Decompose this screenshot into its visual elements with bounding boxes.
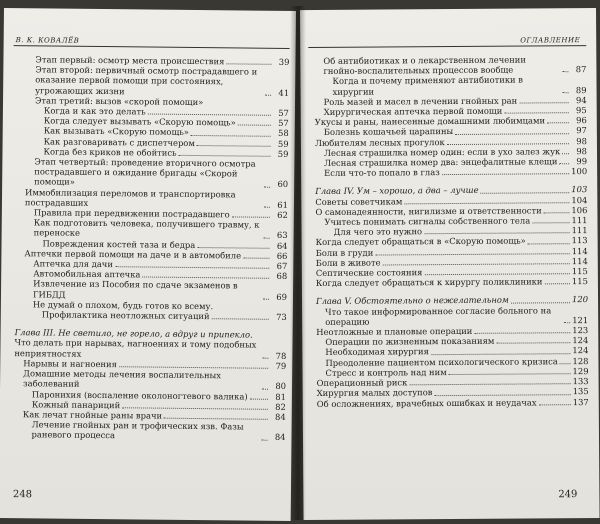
toc-entry-title: Как вызывать «Скорую помощь» xyxy=(43,125,190,138)
toc-entry-page: 59 xyxy=(277,138,289,149)
toc-entry-title: Этап третий: вызов «скорой помощи» xyxy=(34,95,204,107)
dot-leader xyxy=(197,145,271,147)
toc-entry-title: Боли в животе xyxy=(315,257,381,268)
toc-entry-title: Когда без криков не обойтись xyxy=(43,146,177,158)
toc-entry-title: Об антибиотиках и о лекарственном лечении гнойно-воспалительных процессов вообще xyxy=(323,54,526,77)
toc-entry-page: 133 xyxy=(572,376,589,387)
dot-leader xyxy=(442,174,569,176)
toc-right xyxy=(314,54,588,409)
toc-entry-title: Как разговаривать с диспетчером xyxy=(43,136,195,148)
dot-leader xyxy=(261,439,267,440)
toc-entry-page: 113 xyxy=(571,235,588,246)
toc-entry xyxy=(14,338,286,361)
toc-entry xyxy=(17,64,289,97)
toc-entry-title: Этап четвертый: проведение вторичного осмотра пострадавшего и ожидание бригады «Скорой помощи» xyxy=(34,156,256,188)
toc-entry-page: 57 xyxy=(278,118,289,129)
toc-entry-title: Роль мазей и масел в лечении гнойных ран xyxy=(323,95,518,107)
toc-entry-page: 89 xyxy=(575,84,587,95)
dot-leader xyxy=(226,64,271,65)
toc-entry-page: 41 xyxy=(278,87,290,98)
dot-leader xyxy=(409,383,570,385)
toc-entry-page: 124 xyxy=(572,345,589,356)
toc-entry-page: 39 xyxy=(278,56,290,67)
toc-entry xyxy=(314,54,586,76)
toc-entry-page: 69 xyxy=(276,291,288,302)
toc-entry-title: Укусы и раны, нанесенные домашними любимцами xyxy=(314,115,546,128)
toc-entry-page: 84 xyxy=(274,432,286,443)
toc-entry-title: Аптечка для дачи xyxy=(33,258,114,270)
toc-entry-page: 63 xyxy=(276,230,288,241)
dot-leader xyxy=(431,353,570,355)
left-page xyxy=(0,8,296,521)
toc-entry-title: Когда и почему применяют антибиотики в хирургии xyxy=(332,74,524,97)
dot-leader xyxy=(562,72,568,73)
toc-entry-title: Этап второй: первичный осмотр пострадавшего и оказание первой помощи при состояниях, угрожающих жизни xyxy=(35,64,258,96)
toc-entry xyxy=(14,368,286,391)
toc-entry-title: Кожный панариций xyxy=(31,399,121,410)
dot-leader xyxy=(455,133,569,135)
toc-entry-title: Как подготовить человека, получившего травму, к переноске xyxy=(33,217,260,239)
toc-entry-title: Операции по жизненным показаниям xyxy=(325,335,495,348)
toc-entry-page: 120 xyxy=(572,294,589,305)
toc-entry-page: 128 xyxy=(572,355,589,366)
toc-entry-title: Необходимая хирургия xyxy=(325,346,429,358)
toc-entry-page: 98 xyxy=(576,145,588,156)
dot-leader xyxy=(560,363,571,364)
dot-leader xyxy=(504,112,568,113)
dot-leader xyxy=(191,135,271,137)
toc-entry-page: 68 xyxy=(276,271,288,282)
toc-entry-title: Операционный риск xyxy=(316,377,408,389)
toc-entry-title: Как лечат гнойные раны врачи xyxy=(22,409,163,421)
dot-leader xyxy=(179,155,271,157)
dot-leader xyxy=(544,284,569,285)
toc-entry-title: Неотложные и плановые операции xyxy=(316,325,473,338)
toc-entry xyxy=(16,217,288,240)
toc-entry-page: 137 xyxy=(572,396,589,407)
toc-entry-title: Лесная страшилка номер один: если в ухо залез жук xyxy=(323,146,561,158)
toc-entry-title: Лечение гнойных ран и трофических язв. Фазы раневого процесса xyxy=(31,419,244,441)
dot-leader xyxy=(142,277,269,279)
dot-leader xyxy=(115,266,269,269)
toc-entry-page: 95 xyxy=(576,105,587,116)
toc-entry xyxy=(317,397,589,409)
toc-entry-title: Правила при передвижении пострадавшего xyxy=(33,207,230,220)
toc-entry-page: 73 xyxy=(276,311,287,323)
dot-leader xyxy=(424,273,569,275)
dot-leader xyxy=(562,153,569,154)
dot-leader xyxy=(519,102,568,103)
dot-leader xyxy=(197,247,269,249)
chapter-label: Глава III. xyxy=(14,327,56,338)
toc-entry-title: Домашние методы лечения воспалительных заболеваний xyxy=(23,368,222,390)
toc-entry-page: 100 xyxy=(571,166,588,177)
toc-entry-title: Если что-то попало в глаз xyxy=(324,167,440,179)
dot-leader xyxy=(264,207,270,208)
toc-entry-title: Повреждения костей таза и бедра xyxy=(42,238,196,250)
toc-entry-title: Стресс и контроль над ним xyxy=(325,366,447,378)
dot-leader xyxy=(559,163,569,164)
toc-entry-page: 114 xyxy=(571,255,588,267)
toc-entry-title: Советы советчикам xyxy=(315,195,403,207)
book-gutter xyxy=(290,6,306,520)
dot-leader xyxy=(563,92,569,93)
running-head-left: В. К. КОВАЛЁВ xyxy=(15,36,80,45)
toc-entry-title: Аптечки первой помощи на даче и в автомобиле xyxy=(24,248,242,261)
toc-entry-title: Что такое информированное согласие больного на операцию xyxy=(325,304,552,327)
toc-entry xyxy=(316,305,588,327)
toc-entry-title: Любителям лесных прогулок xyxy=(314,136,445,148)
toc-entry-page: 124 xyxy=(572,335,589,346)
toc-entry-page: 103 xyxy=(571,184,588,195)
toc-entry xyxy=(315,166,587,178)
dot-leader xyxy=(232,217,270,218)
toc-entry-title: Не светило, не горело, а вдруг и припекло. xyxy=(58,327,253,340)
toc-entry-page: 135 xyxy=(572,386,589,397)
toc-entry-page: 111 xyxy=(571,215,588,226)
toc-left xyxy=(13,54,289,442)
toc-entry-title: Болезнь кошачьей царапины xyxy=(323,126,454,138)
toc-entry-title: Когда следует обращаться в «Скорую помощь» xyxy=(315,235,526,248)
toc-entry-title: Хирургическая аптечка первой помощи xyxy=(323,105,503,117)
toc-entry-page: 114 xyxy=(571,245,588,256)
toc-entry-title: Не думай о плохом, будь готов ко всему. xyxy=(32,299,214,312)
toc-entry xyxy=(16,156,288,189)
right-page xyxy=(300,8,600,520)
dot-leader xyxy=(264,186,270,187)
toc-entry-page: 60 xyxy=(277,179,289,190)
dot-leader xyxy=(424,233,569,235)
header-rule-left xyxy=(14,45,290,49)
toc-entry-page: 106 xyxy=(571,204,588,216)
toc-entry-title: Когда следует вызывать «Скорую помощь» xyxy=(43,115,236,128)
toc-entry-title: Когда и как это делать xyxy=(43,105,146,117)
dot-leader xyxy=(404,202,569,204)
dot-leader xyxy=(474,332,570,334)
toc-entry-page: 111 xyxy=(571,225,588,236)
toc-entry-page: 80 xyxy=(275,381,287,392)
toc-entry-page: 123 xyxy=(572,325,589,336)
dot-leader xyxy=(539,404,571,405)
toc-entry-title: Профилактика неотложных ситуаций xyxy=(41,309,210,322)
dot-leader xyxy=(238,125,271,126)
toc-entry-title: Об осложнениях, врачебных ошибках и неудачах xyxy=(316,396,537,409)
toc-entry-page: 67 xyxy=(276,260,288,272)
dot-leader xyxy=(164,418,268,420)
dot-leader xyxy=(263,299,269,300)
dot-leader xyxy=(547,123,569,124)
toc-entry xyxy=(16,187,288,210)
toc-entry-title: Иммобилизация переломов и транспортировка пострадавших xyxy=(24,186,236,208)
toc-entry-title: Лесная страшилка номер два: энцефалитные клещи xyxy=(324,156,558,168)
dot-leader xyxy=(262,358,268,359)
toc-entry-page: 104 xyxy=(571,194,588,205)
toc-entry-title: Нарывы и нагноения xyxy=(23,358,117,370)
toc-entry-title: Хирургия малых доступов xyxy=(316,387,433,399)
chapter-label: Глава V. xyxy=(316,296,352,307)
header-rule-right xyxy=(308,45,586,48)
folio-left: 248 xyxy=(12,489,33,501)
dot-leader xyxy=(447,143,569,145)
dot-leader xyxy=(119,366,268,369)
toc-entry xyxy=(15,279,287,302)
dot-leader xyxy=(496,343,570,345)
toc-entry-title: Извлечение из Пособия по сдаче экзаменов в ГИБДД xyxy=(32,278,238,300)
toc-entry-title: Боли в груди xyxy=(315,247,374,258)
dot-leader xyxy=(122,407,268,410)
toc-entry-title: Паронихия (воспаление околоногтевого валика) xyxy=(31,388,248,402)
dot-leader xyxy=(212,318,269,320)
toc-entry-page: 97 xyxy=(576,125,587,136)
dot-leader xyxy=(243,258,269,259)
toc-entry xyxy=(316,276,588,288)
toc-entry-page: 78 xyxy=(275,350,287,361)
dot-leader xyxy=(383,263,570,265)
dot-leader xyxy=(250,398,268,399)
toc-entry-page: 84 xyxy=(275,411,286,422)
folio-right: 249 xyxy=(558,489,578,501)
dot-leader xyxy=(564,322,570,323)
toc-entry-page: 98 xyxy=(576,135,587,146)
toc-entry-page: 81 xyxy=(275,391,286,402)
toc-entry-title: Что делать при нарывах, нагноениях и тому подобных неприятностях xyxy=(14,337,257,359)
toc-entry-page: 82 xyxy=(275,401,286,412)
toc-entry-page: 57 xyxy=(278,107,289,119)
toc-entry-page: 115 xyxy=(571,266,588,277)
toc-entry-title: О самонадеянности, нигилизме и ответственности xyxy=(315,205,542,217)
dot-leader xyxy=(264,237,270,238)
dot-leader xyxy=(148,114,271,116)
toc-entry-title: Преодоление пациентом психологического кризиса xyxy=(325,355,558,368)
dot-leader xyxy=(434,394,570,396)
toc-entry-page: 94 xyxy=(575,94,587,105)
toc-entry-page: 121 xyxy=(572,314,589,326)
dot-leader xyxy=(481,192,570,194)
toc-entry-page: 79 xyxy=(275,360,287,371)
running-head-right: ОГЛАВЛЕНИЕ xyxy=(520,36,581,45)
toc-entry-title: Этап первый: осмотр места происшествия xyxy=(35,54,225,67)
toc-entry-title: Когда следует обращаться к хирургу поликлиники xyxy=(315,276,543,289)
toc-entry-title: Автомобильная аптечка xyxy=(33,268,141,280)
toc-entry xyxy=(13,419,285,442)
chapter-label: Глава IV. xyxy=(315,186,355,197)
dot-leader xyxy=(528,243,570,244)
toc-entry-title: Ум – хорошо, а два – лучше xyxy=(356,185,479,197)
dot-leader xyxy=(265,95,271,96)
toc-entry-page: 58 xyxy=(277,128,289,139)
toc-entry-page: 96 xyxy=(576,115,587,126)
toc-entry-title: Учитесь понимать сигналы собственного тела xyxy=(324,215,531,227)
toc-entry-page: 99 xyxy=(576,156,588,167)
toc-entry-title: Обстоятельно о нежелательном xyxy=(354,295,509,307)
toc-entry-page: 61 xyxy=(277,199,289,210)
toc-entry-page: 62 xyxy=(277,209,288,221)
dot-leader xyxy=(532,222,569,223)
toc-entry xyxy=(314,74,586,96)
dot-leader xyxy=(449,373,571,375)
dot-leader xyxy=(262,388,268,389)
dot-leader xyxy=(544,212,570,213)
toc-entry-page: 115 xyxy=(571,276,588,287)
toc-entry-page: 64 xyxy=(276,240,288,251)
toc-entry-page: 59 xyxy=(277,148,289,159)
toc-entry xyxy=(15,309,287,322)
dot-leader xyxy=(511,302,570,303)
dot-leader xyxy=(375,253,569,255)
toc-entry-page: 87 xyxy=(575,64,587,75)
toc-entry-title: Для чего это нужно xyxy=(333,226,423,238)
toc-entry-page: 66 xyxy=(276,250,288,261)
toc-entry-title: Септические состояния xyxy=(315,267,423,279)
toc-entry-page: 129 xyxy=(572,365,589,377)
